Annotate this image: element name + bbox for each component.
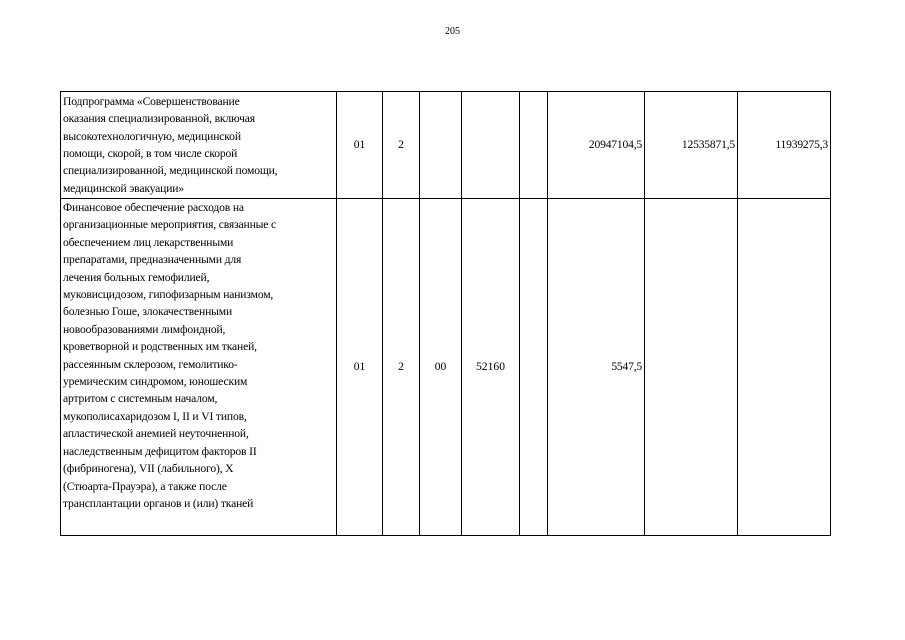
table-row — [61, 92, 831, 199]
program-name-line: помощи, скорой, в том числе скорой — [63, 147, 238, 160]
expense-name-line: артритом с системным началом, — [63, 392, 218, 406]
expense-name-line: обеспечением лиц лекарственными — [63, 235, 234, 249]
expense-name-line: уремическим синдромом, юношеским — [63, 375, 248, 389]
expense-name-line: наследственным дефицитом факторов II — [63, 444, 257, 458]
program-name-line: медицинской эвакуации» — [63, 181, 184, 195]
amount-year2-cell — [645, 199, 738, 536]
expense-name-line: мукополисахаридозом I, II и VI типов, — [63, 409, 247, 423]
expense-name-line: муковисцидозом, гипофизарным нанизмом, — [63, 288, 274, 302]
expense-name-line: болезнью Гоше, злокачественными — [63, 305, 233, 319]
expense-name-line: трансплантации органов и (или) тканей — [63, 496, 254, 510]
expense-name-line: апластической анемией неуточненной, — [63, 427, 249, 441]
expense-name-line: рассеянным склерозом, гемолитико- — [63, 357, 238, 371]
expense-name-line: Финансовое обеспечение расходов на — [63, 201, 244, 214]
table-row — [61, 199, 831, 536]
budget-table — [60, 91, 831, 536]
section-code-cell: 01 — [337, 92, 383, 199]
program-name-cell — [61, 92, 337, 199]
program-name-line: Подпрограмма «Совершенствование — [63, 94, 240, 108]
expense-name-line: новообразованиями лимфоидной, — [63, 322, 226, 336]
program-name-line: высокотехнологичную, медицинской — [63, 129, 241, 143]
expense-name-line: кроветворной и родственных им тканей, — [63, 340, 257, 354]
program-code-cell — [420, 92, 462, 199]
subsection-code-cell: 2 — [383, 92, 420, 199]
program-name-line: оказания специализированной, включая — [63, 112, 255, 126]
program-name-line: специализированной, медицинской помощи, — [63, 164, 278, 178]
amount-year2-cell: 12535871,5 — [645, 92, 738, 199]
direction-code-cell — [462, 92, 520, 199]
amount-year3-cell: 11939275,3 — [738, 92, 831, 199]
expense-name-line: лечения больных гемофилией, — [63, 270, 210, 284]
page-number: 205 — [445, 26, 460, 37]
expense-type-cell — [520, 199, 548, 536]
expense-name-line: (Стюарта-Прауэра), а также после — [63, 479, 227, 493]
program-code-cell: 00 — [420, 199, 462, 536]
expense-name-line: организационные мероприятия, связанные с — [63, 218, 277, 232]
expense-name-line: препаратами, предназначенными для — [63, 253, 242, 267]
direction-code-cell: 52160 — [462, 199, 520, 536]
amount-year1-cell: 20947104,5 — [548, 92, 645, 199]
amount-year1-cell: 5547,5 — [548, 199, 645, 536]
expense-name-cell — [61, 199, 337, 536]
expense-type-cell — [520, 92, 548, 199]
amount-year3-cell — [738, 199, 831, 536]
expense-name-line: (фибриногена), VII (лабильного), X — [63, 462, 234, 476]
subsection-code-cell: 2 — [383, 199, 420, 536]
section-code-cell: 01 — [337, 199, 383, 536]
